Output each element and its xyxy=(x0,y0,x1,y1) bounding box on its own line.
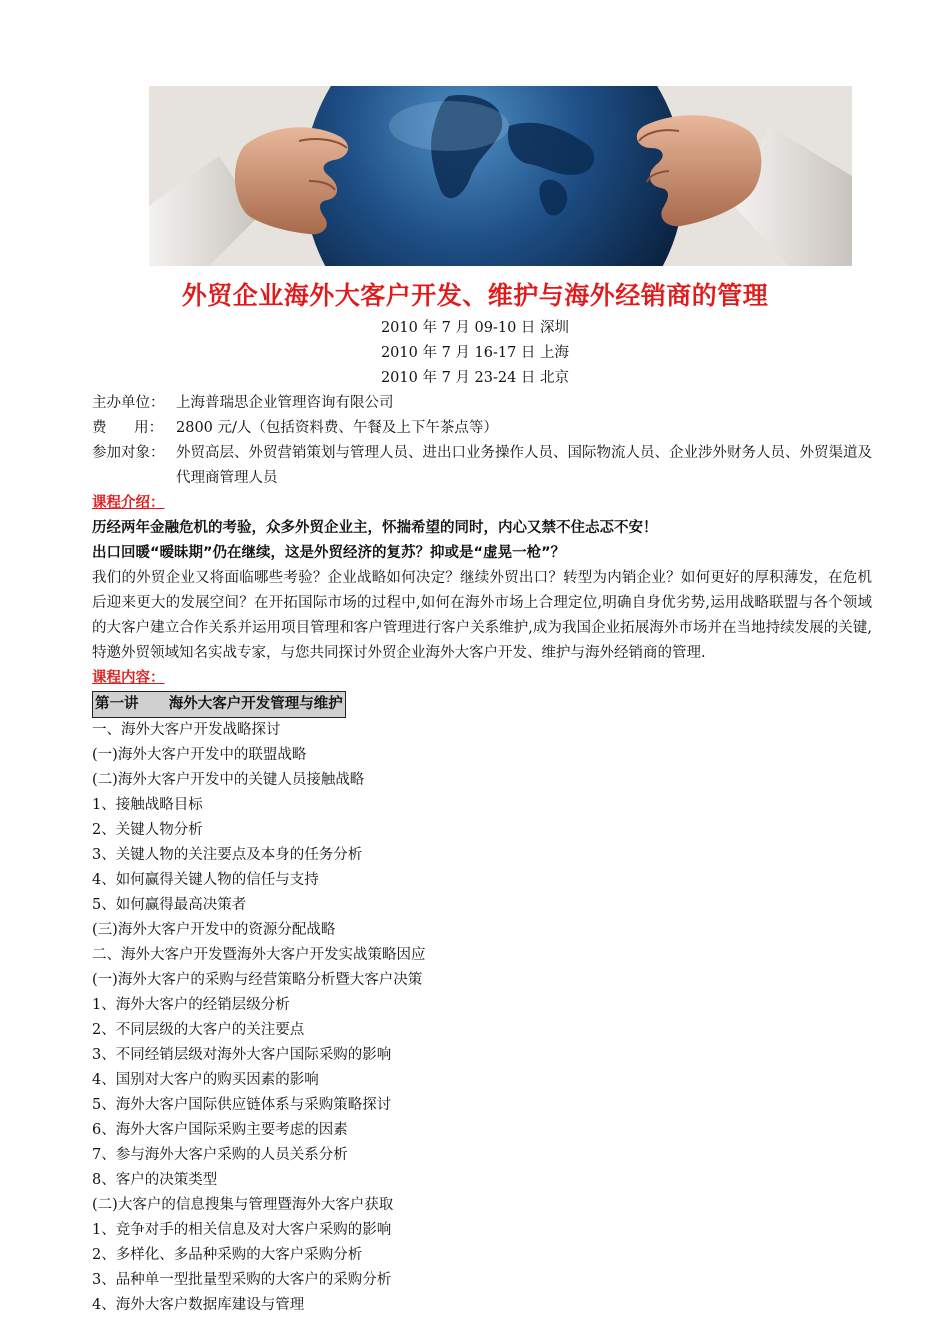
session-date: 2010 年 7 月 23-24 日 北京 xyxy=(380,370,570,386)
intro-bold-line: 历经两年金融危机的考验，众多外贸企业主，怀揣希望的同时，内心又禁不住忐忑不安！ xyxy=(92,520,658,536)
course-outline xyxy=(92,718,872,1318)
outline-item: 3、品种单一型批量型采购的大客户的采购分析 xyxy=(92,1272,392,1288)
outline-item: 6、海外大客户国际采购主要考虑的因素 xyxy=(92,1122,348,1138)
outline-item: (一)海外大客户开发中的联盟战略 xyxy=(92,747,307,763)
outline-item: (一)海外大客户的采购与经营策略分析暨大客户决策 xyxy=(92,972,423,988)
organizer-value: 上海普瑞思企业管理咨询有限公司 xyxy=(176,395,394,411)
outline-item: 5、如何赢得最高决策者 xyxy=(92,897,247,913)
lecture-title-text: 第一讲 海外大客户开发管理与维护 xyxy=(95,696,343,712)
outline-item: 5、海外大客户国际供应链体系与采购策略探讨 xyxy=(92,1097,392,1113)
intro-heading: 课程介绍： xyxy=(92,495,165,511)
outline-item: 7、参与海外大客户采购的人员关系分析 xyxy=(92,1147,348,1163)
organizer-row xyxy=(92,391,872,416)
outline-item: 2、关键人物分析 xyxy=(92,822,203,838)
outline-item: 一、海外大客户开发战略探讨 xyxy=(92,722,281,738)
page-title: 外贸企业海外大客户开发、维护与海外经销商的管理 xyxy=(181,281,769,310)
audience-label: 参加对象： xyxy=(92,445,165,461)
outline-item: 4、海外大客户数据库建设与管理 xyxy=(92,1297,305,1313)
course-info xyxy=(92,391,872,1318)
outline-item: 1、接触战略目标 xyxy=(92,797,203,813)
organizer-label: 主办单位： xyxy=(92,395,165,411)
audience-value: 外贸高层、外贸营销策划与管理人员、进出口业务操作人员、国际物流人员、企业涉外财务人员、外贸渠道及代理商管理人员 xyxy=(176,445,872,486)
intro-paragraph: 我们的外贸企业又将面临哪些考验？企业战略如何决定？继续外贸出口？转型为内销企业？如何更好的厚积薄发，在危机后迎来更大的发展空间？在开拓国际市场的过程中,如何在海外市场上合理定位,明确自身优劣势,运用战略联盟与各个领域的大客户建立合作关系并运用项目管理和客户管理进行客户关系维护,成为我国企业拓展海外市场并在当地持续发展的关键,特邀外贸领域知名实战专家，与您共同探讨外贸企业海外大客户开发、维护与海外经销商的管理. xyxy=(92,570,872,661)
outline-item: (二)大客户的信息搜集与管理暨海外大客户获取 xyxy=(92,1197,394,1213)
outline-item: 1、海外大客户的经销层级分析 xyxy=(92,997,290,1013)
lecture-title xyxy=(92,691,346,718)
banner-globe-image xyxy=(149,86,852,266)
fee-row xyxy=(92,416,872,441)
outline-item: 8、客户的决策类型 xyxy=(92,1172,218,1188)
outline-item: 4、如何赢得关键人物的信任与支持 xyxy=(92,872,319,888)
session-date: 2010 年 7 月 16-17 日 上海 xyxy=(380,345,570,361)
session-date: 2010 年 7 月 09-10 日 深圳 xyxy=(380,320,570,336)
intro-bold-line: 出口回暖“暧昧期”仍在继续，这是外贸经济的复苏？抑或是“虚晃一枪”？ xyxy=(92,545,566,561)
outline-item: 3、关键人物的关注要点及本身的任务分析 xyxy=(92,847,363,863)
outline-item: 1、竞争对手的相关信息及对大客户采购的影响 xyxy=(92,1222,392,1238)
outline-item: 4、国别对大客户的购买因素的影响 xyxy=(92,1072,319,1088)
outline-item: 二、海外大客户开发暨海外大客户开发实战策略因应 xyxy=(92,947,426,963)
outline-item: 3、不同经销层级对海外大客户国际采购的影响 xyxy=(92,1047,392,1063)
fee-value: 2800 元/人（包括资料费、午餐及上下午茶点等） xyxy=(176,420,498,436)
audience-row xyxy=(92,441,872,491)
outline-item: (二)海外大客户开发中的关键人员接触战略 xyxy=(92,772,365,788)
lecture-heading-row xyxy=(92,691,872,718)
outline-item: (三)海外大客户开发中的资源分配战略 xyxy=(92,922,336,938)
session-dates xyxy=(0,316,950,391)
fee-label: 费 用： xyxy=(92,420,164,436)
outline-item: 2、不同层级的大客户的关注要点 xyxy=(92,1022,305,1038)
outline-item: 2、多样化、多品种采购的大客户采购分析 xyxy=(92,1247,363,1263)
content-heading: 课程内容： xyxy=(92,670,165,686)
